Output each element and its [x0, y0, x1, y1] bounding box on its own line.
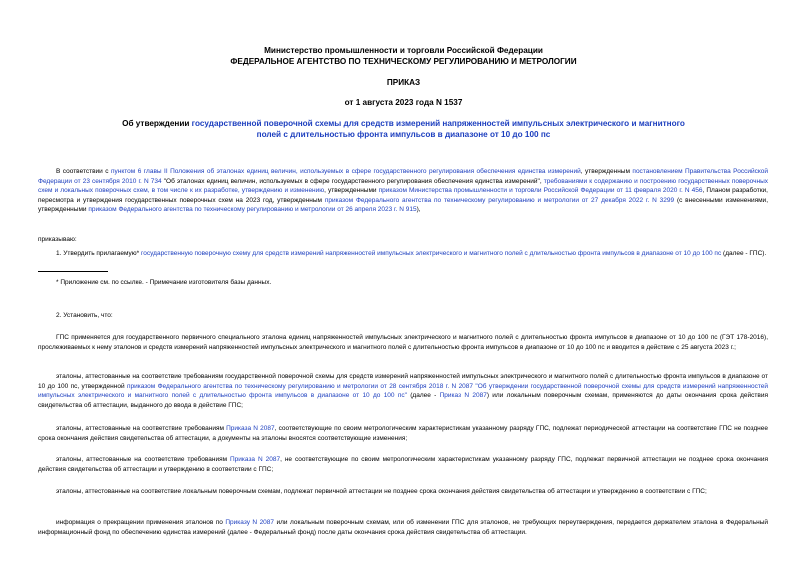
- etalons-1-text-2: (далее -: [406, 392, 440, 399]
- link-government-decree[interactable]: постановлением Правительства Российской Федерации от 23 сентября 2010 г. N 734: [38, 168, 769, 185]
- intro-text-5: , Планом разработки, пересмотра и утверждения государственных поверочных схем на 2023 год, утвержденным: [38, 187, 768, 204]
- link-agency-order-3299[interactable]: приказом Федерального агентства по техническому регулированию и метрологии от 27 декабря 2022 г. N 3299: [324, 196, 675, 204]
- etalons-3-text-2: , не соответствующие по своим метрологическим характеристикам указанному разряду ГПС, подлежат первичной аттестации не позднее срока окончания действия свидетельства об аттестации и утверждению в соответствии с ГПС;: [38, 456, 768, 473]
- item-1-text-2: (далее - ГПС).: [721, 250, 767, 257]
- paragraph-etalons-3: [38, 455, 768, 474]
- ministry-name: Министерство промышленности и торговли Российской Федерации: [264, 46, 543, 55]
- agency-name: ФЕДЕРАЛЬНОЕ АГЕНТСТВО ПО ТЕХНИЧЕСКОМУ РЕГУЛИРОВАНИЮ И МЕТРОЛОГИИ: [230, 57, 577, 66]
- link-agency-order-915[interactable]: приказом Федерального агентства по техническому регулированию и метрологии от 26 апреля 2023 г. N 915: [88, 206, 417, 213]
- etalons-1-text-1: эталоны, аттестованные на соответствие требованиям государственной поверочной схемы для средств измерений напряженностей импульсных электрического и магнитного полей с длительностью фронта импульсов в диапазоне от 10 до 100 пс, утвержденной: [38, 373, 768, 390]
- document-type: ПРИКАЗ: [386, 78, 421, 87]
- paragraph-info: [38, 518, 768, 537]
- link-agency-order-2087[interactable]: приказом Федерального агентства по техническому регулированию и метрологии от 28 сентября 2018 г. N 2087 "Об утверждении государственной поверочной схемы для средств измерений напряженностей импульсных электрического и магнитного полей с длительностью фронта импульсов в диапазоне от 10 до 100 пс": [38, 382, 768, 399]
- intro-text-2: , утвержденным: [580, 168, 633, 175]
- footnote-divider: [38, 271, 108, 272]
- paragraph-gps: ГПС применяется для государственного первичного специального эталона единиц напряженностей импульсных электрического и магнитного полей с длительностью фронта импульсов в диапазоне от 10 до 100 пс (ГЭТ 178-2016), прослеживаемых к нему эталонов и средств измерений напряженностей импульсных электрического и магнитного полей с длительностью фронта импульсов в диапазоне от 10 до 100 пс и вводится в действие с 25 августа 2023 г.;: [38, 334, 768, 351]
- intro-text-7: ),: [416, 206, 421, 213]
- item-2-heading: 2. Установить, что:: [56, 312, 113, 319]
- link-order-2087-a[interactable]: Приказа N 2087: [226, 425, 275, 432]
- link-requirements[interactable]: требованиями к содержанию и построению государственных поверочных схем и локальных поверочных схем, в том числе к их разработке, утверждению и изменению: [38, 177, 768, 194]
- intro-text-4: , утвержденными: [324, 187, 379, 194]
- etalons-3-text-1: эталоны, аттестованные на соответствие требованиям: [56, 456, 230, 463]
- info-text-1: информация о прекращении применения эталонов по: [56, 519, 226, 526]
- document-date-number: от 1 августа 2023 года N 1537: [344, 98, 463, 107]
- paragraph-etalons-2: [38, 424, 768, 443]
- title-link[interactable]: государственной поверочной схемы для средств измерений напряженностей импульсных электрического и магнитного полей с длительностью фронта импульсов в диапазоне от 10 до 100 пс: [191, 119, 685, 139]
- item-1-text-1: 1. Утвердить прилагаемую*: [56, 250, 142, 257]
- intro-paragraph: [38, 167, 768, 215]
- order-word: приказываю:: [38, 236, 77, 243]
- info-text-2: или локальным поверочным схемам, или об изменении ГПС для эталонов, не требующих переутверждения, передается держателем эталона в Федеральный информационный фонд по обеспечению единства измерений (далее - Федеральный фонд) после даты окончания срока действия свидетельства об аттестации.: [38, 519, 768, 536]
- link-ministry-order[interactable]: приказом Министерства промышленности и торговли Российской Федерации от 11 февраля 2020 г. N 456: [378, 187, 703, 194]
- item-1: [38, 249, 768, 259]
- title-prefix: Об утверждении: [122, 119, 192, 128]
- link-regulation-clause[interactable]: пунктом 6 главы II Положения об эталонах единиц величин, используемых в сфере государственного регулирования обеспечения единства измерений: [111, 168, 581, 175]
- footnote: * Приложение см. по ссылке. - Примечание изготовителя базы данных.: [56, 279, 272, 286]
- link-order-2087-c[interactable]: Приказу N 2087: [225, 519, 275, 526]
- link-gps[interactable]: государственную поверочную схему для средств измерений напряженностей импульсных электрического и магнитного полей с длительностью фронта импульсов в диапазоне от 10 до 100 пс: [141, 250, 722, 257]
- paragraph-etalons-4: эталоны, аттестованные на соответствие локальным поверочным схемам, подлежат первичной аттестации не позднее срока окончания действия свидетельства об аттестации и утверждению в соответствии с ГПС;: [56, 488, 707, 495]
- etalons-2-text-1: эталоны, аттестованные на соответствие требованиям: [56, 425, 227, 432]
- paragraph-etalons-1: [38, 372, 768, 410]
- etalons-1-text-3: ) или локальным поверочным схемам, применяются до даты окончания срока действия свидетельства об аттестации, выданного до ввода в действие ГПС;: [38, 392, 768, 409]
- etalons-2-text-2: , соответствующие по своим метрологическим характеристикам указанному разряду ГПС, подлежат периодической аттестации на соответствие ГПС не позднее срока окончания действия свидетельства об аттестации, а документы на эталоны вносятся соответствующие изменения;: [38, 425, 768, 442]
- link-order-2087-short[interactable]: Приказ N 2087: [439, 392, 487, 399]
- link-order-2087-b[interactable]: Приказа N 2087: [230, 456, 281, 463]
- document-title: [0, 118, 807, 140]
- intro-text-3: "Об эталонах единиц величин, используемых в сфере государственного регулирования обеспечения единства измерений",: [161, 177, 544, 185]
- intro-text-1: В соответствии с: [56, 168, 111, 175]
- intro-text-6: (с внесенными изменениями, утвержденными: [38, 196, 768, 213]
